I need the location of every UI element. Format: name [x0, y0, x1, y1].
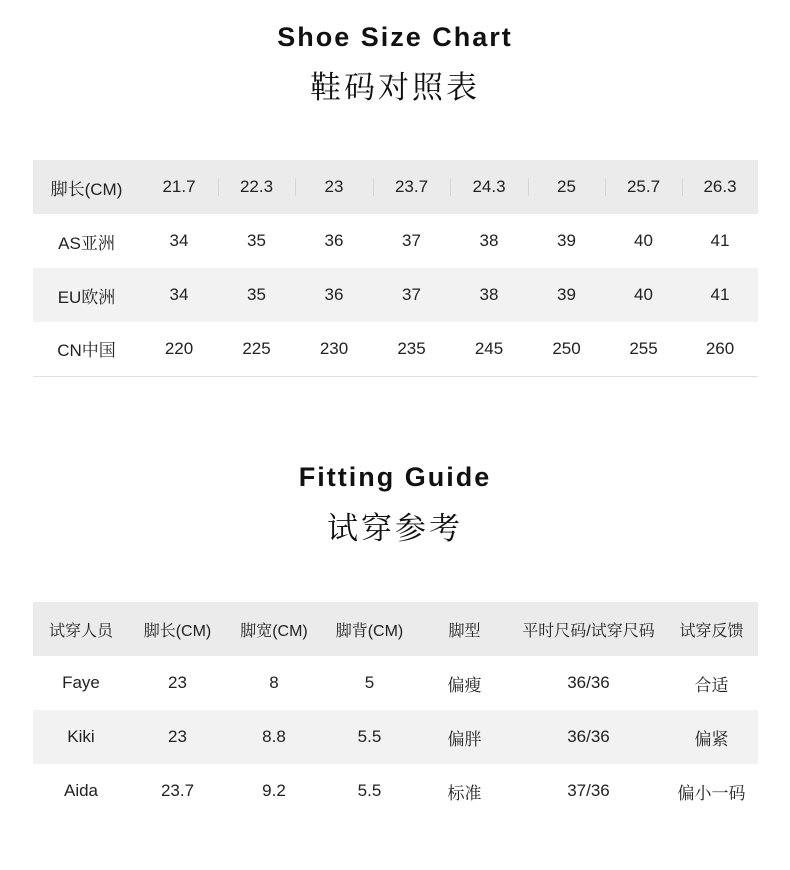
- size-chart-title-cn: 鞋码对照表: [310, 70, 480, 105]
- size-row-eu: [33, 268, 758, 322]
- size-cell: 220: [140, 322, 218, 376]
- column-header: 脚长(CM): [129, 602, 226, 656]
- fitting-guide-title-cn: 试穿参考: [327, 511, 463, 546]
- table-cell: 偏小一码: [677, 783, 746, 803]
- size-cell: 36: [324, 231, 344, 250]
- size-cell: 25: [528, 160, 605, 214]
- table-cell: 5.5: [357, 781, 382, 800]
- size-cell: 36: [295, 268, 373, 322]
- size-cell: 37: [373, 268, 450, 322]
- size-row-foot-length: [33, 160, 758, 214]
- size-cell: 23: [295, 160, 373, 214]
- size-cell: 34: [140, 268, 218, 322]
- column-header: 脚型: [417, 602, 512, 656]
- column-header: 试穿人员: [33, 602, 129, 656]
- table-cell: Kiki: [33, 710, 129, 764]
- size-row-as: [33, 214, 758, 268]
- fitting-guide-title-en: Fitting Guide: [298, 462, 492, 492]
- size-cell: 235: [373, 322, 450, 376]
- table-cell: 5.5: [322, 710, 417, 764]
- row-label: AS亚洲: [58, 233, 115, 253]
- size-cell: 38: [450, 268, 528, 322]
- fitting-row-kiki: [33, 710, 758, 764]
- table-cell: Aida: [63, 781, 99, 800]
- table-cell: 8.8: [226, 710, 322, 764]
- fitting-row-aida: [33, 764, 758, 818]
- size-row-cn: [33, 322, 758, 376]
- fitting-header-row: [33, 602, 758, 656]
- table-cell: 5: [364, 673, 375, 692]
- table-cell: 标准: [447, 783, 482, 803]
- table-cell: 36/36: [512, 710, 665, 764]
- row-label: EU欧洲: [33, 268, 140, 322]
- column-header: 试穿反馈: [665, 602, 758, 656]
- size-cell: 39: [528, 268, 605, 322]
- table-cell: 偏瘦: [447, 675, 482, 695]
- table-cell: 37/36: [567, 781, 610, 800]
- size-chart-title-en: Shoe Size Chart: [277, 22, 513, 52]
- table-cell: Faye: [62, 673, 100, 692]
- size-cell: 41: [710, 231, 730, 250]
- size-cell: 225: [218, 322, 295, 376]
- table-cell: 23.7: [160, 781, 195, 800]
- size-cell: 21.7: [140, 160, 218, 214]
- table-cell: 偏胖: [417, 710, 512, 764]
- size-cell: 22.3: [218, 160, 295, 214]
- size-cell: 35: [218, 268, 295, 322]
- size-cell: 37: [402, 231, 421, 250]
- size-cell: 260: [682, 322, 758, 376]
- fitting-guide-table: [33, 602, 758, 818]
- size-cell: 245: [450, 322, 528, 376]
- table-cell: 9.2: [262, 781, 286, 800]
- table-cell: 23: [168, 673, 187, 692]
- size-cell: 26.3: [682, 160, 758, 214]
- size-cell: 230: [295, 322, 373, 376]
- row-label: 脚长(CM): [33, 160, 140, 214]
- size-cell: 39: [557, 231, 576, 250]
- row-label: CN中国: [33, 322, 140, 376]
- size-cell: 41: [682, 268, 758, 322]
- size-cell: 25.7: [605, 160, 682, 214]
- size-cell: 34: [169, 231, 189, 250]
- size-cell: 35: [247, 231, 266, 250]
- size-cell: 23.7: [373, 160, 450, 214]
- column-header: 脚宽(CM): [226, 602, 322, 656]
- size-cell: 250: [528, 322, 605, 376]
- table-cell: 8: [269, 673, 279, 692]
- size-chart-table: [33, 160, 758, 377]
- column-header: 脚背(CM): [322, 602, 417, 656]
- table-cell: 合适: [694, 675, 729, 695]
- fitting-row-faye: [33, 656, 758, 710]
- size-cell: 255: [605, 322, 682, 376]
- table-cell: 36/36: [567, 673, 610, 692]
- size-cell: 40: [634, 231, 653, 250]
- size-cell: 24.3: [450, 160, 528, 214]
- size-cell: 40: [605, 268, 682, 322]
- column-header: 平时尺码/试穿尺码: [512, 602, 665, 656]
- table-cell: 偏紧: [665, 710, 758, 764]
- table-cell: 23: [129, 710, 226, 764]
- size-cell: 38: [479, 231, 499, 250]
